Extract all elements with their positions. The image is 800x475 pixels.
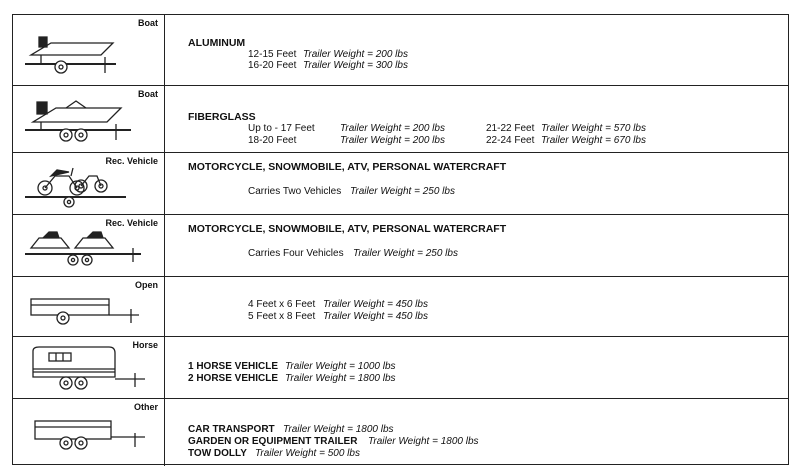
snowmobile-trailer-icon — [21, 222, 151, 274]
icon-cell — [13, 277, 165, 336]
size-value: 21-22 Feet — [486, 123, 535, 134]
table-row — [13, 153, 788, 215]
capacity-value: Carries Two Vehicles — [248, 186, 342, 197]
capacity-value: Carries Four Vehicles — [248, 248, 344, 259]
table-row — [13, 15, 788, 86]
row-info — [188, 86, 788, 152]
category-label: Boat — [138, 89, 158, 99]
weight-value: Trailer Weight = 1800 lbs — [368, 436, 479, 447]
icon-cell — [13, 215, 165, 276]
weight-value: Trailer Weight = 570 lbs — [541, 123, 646, 134]
weight-value: Trailer Weight = 1800 lbs — [285, 373, 396, 384]
table-row — [13, 337, 788, 399]
row-info — [188, 215, 788, 276]
motorcycle-trailer-icon — [21, 160, 141, 212]
category-label: Rec. Vehicle — [105, 156, 158, 166]
weight-value: Trailer Weight = 450 lbs — [323, 311, 428, 322]
aluminum-boat-trailer-icon — [21, 25, 141, 80]
utility-trailer-icon — [21, 405, 151, 461]
weight-value: Trailer Weight = 300 lbs — [303, 60, 408, 71]
trailer-weight-table — [12, 14, 789, 465]
icon-cell — [13, 15, 165, 85]
table-row — [13, 86, 788, 153]
vehicle-label: GARDEN OR EQUIPMENT TRAILER — [188, 436, 358, 447]
icon-cell — [13, 86, 165, 152]
weight-value: Trailer Weight = 200 lbs — [303, 49, 408, 60]
weight-value: Trailer Weight = 1000 lbs — [285, 361, 396, 372]
category-label: Boat — [138, 18, 158, 28]
vehicle-label: TOW DOLLY — [188, 448, 247, 459]
open-trailer-icon — [21, 285, 151, 335]
category-label: Horse — [132, 340, 158, 350]
vehicle-label: 2 HORSE VEHICLE — [188, 373, 279, 384]
table-row — [13, 399, 788, 466]
table-row — [13, 277, 788, 337]
size-value: Up to - 17 Feet — [248, 123, 315, 134]
vehicle-types-heading: MOTORCYCLE, SNOWMOBILE, ATV, PERSONAL WATERCRAFT — [188, 161, 507, 173]
table-row — [13, 215, 788, 277]
size-value: 12-15 Feet — [248, 49, 297, 60]
category-label: Rec. Vehicle — [105, 218, 158, 228]
weight-value: Trailer Weight = 250 lbs — [350, 186, 455, 197]
weight-value: Trailer Weight = 250 lbs — [353, 248, 458, 259]
material-heading: ALUMINUM — [188, 37, 246, 49]
row-info — [188, 337, 788, 398]
row-info — [188, 153, 788, 214]
weight-value: Trailer Weight = 1800 lbs — [283, 424, 394, 435]
weight-value: Trailer Weight = 670 lbs — [541, 135, 646, 146]
size-value: 16-20 Feet — [248, 60, 297, 71]
weight-value: Trailer Weight = 200 lbs — [340, 135, 445, 146]
fiberglass-boat-trailer-icon — [21, 94, 141, 149]
horse-trailer-icon — [21, 341, 151, 397]
vehicle-label: 1 HORSE VEHICLE — [188, 361, 279, 372]
icon-cell — [13, 337, 165, 398]
vehicle-label: CAR TRANSPORT — [188, 424, 275, 435]
row-info — [188, 15, 788, 85]
icon-cell — [13, 153, 165, 214]
row-info — [188, 399, 788, 466]
size-value: 5 Feet x 8 Feet — [248, 311, 316, 322]
row-info — [188, 277, 788, 336]
weight-value: Trailer Weight = 200 lbs — [340, 123, 445, 134]
category-label: Other — [133, 402, 158, 412]
vehicle-types-heading: MOTORCYCLE, SNOWMOBILE, ATV, PERSONAL WATERCRAFT — [188, 223, 507, 235]
size-value: 22-24 Feet — [486, 135, 535, 146]
weight-value: Trailer Weight = 450 lbs — [323, 299, 428, 310]
category-label: Open — [134, 280, 158, 290]
size-value: 18-20 Feet — [248, 135, 297, 146]
weight-value: Trailer Weight = 500 lbs — [255, 448, 360, 459]
icon-cell — [13, 399, 165, 466]
material-heading: FIBERGLASS — [188, 111, 256, 123]
size-value: 4 Feet x 6 Feet — [248, 299, 316, 310]
